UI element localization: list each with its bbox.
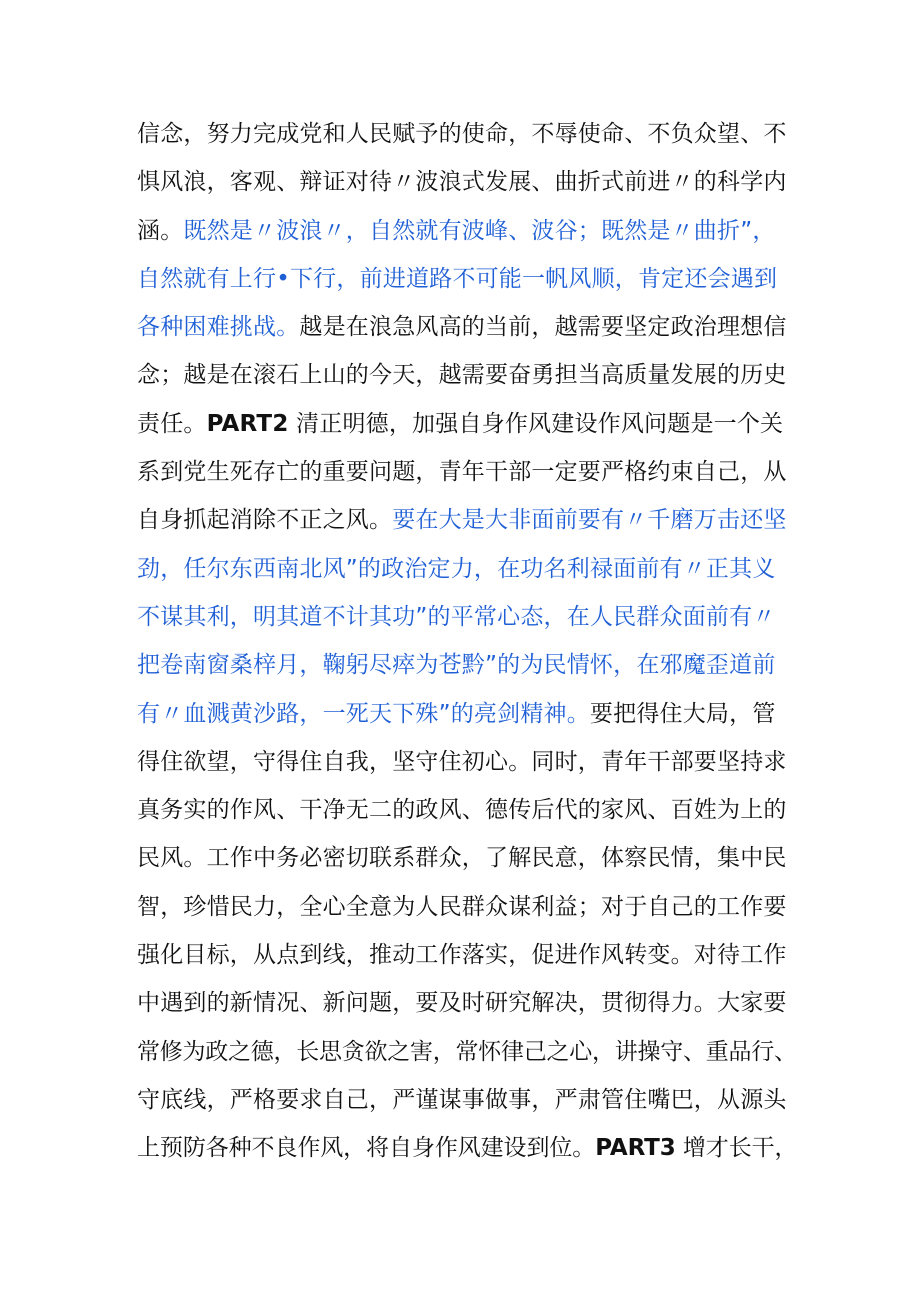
body-text-segment: 强化目标，从点到线，推动工作落实，促进作风转变。对待工作 [137,942,787,969]
body-text-segment: 越是在浪急风高的当前，越需要坚定政治理想信 [299,314,787,341]
body-text [137,110,797,1173]
text-line [137,883,797,931]
body-text-segment: 上预防各种不良作风，将自身作风建设到位。 [137,1135,596,1162]
text-line [137,448,797,496]
body-text-segment: 自身抓起消除不正之风。 [137,507,393,534]
text-line [137,255,797,303]
body-text-segment: 守底线，严格要求自己，严谨谋事做事，严肃管住嘴巴，从源头 [137,1086,787,1113]
text-line [137,207,797,255]
body-text-segment: 常修为政之德，长思贪欲之害，常怀律己之心，讲操守、重品行、 [137,1038,797,1065]
body-text-segment: 念；越是在滚石上山的今天，越需要奋勇担当高质量发展的历史 [137,362,787,389]
text-line [137,158,797,206]
text-line [137,786,797,834]
text-line [137,110,797,158]
text-line [137,496,797,544]
text-line [137,979,797,1027]
body-text-segment: 真务实的作风、干净无二的政风、德传后代的家风、百姓为上的 [137,797,787,824]
body-text-segment: 要把得住大局，管 [589,700,776,727]
text-line [137,641,797,689]
text-line [137,690,797,738]
body-text-segment: 增才长干， [675,1135,798,1162]
section-marker: PART2 [206,410,289,437]
text-line [137,400,797,448]
body-text-segment: 惧风浪，客观、辩证对待〃波浪式发展、曲折式前进〃的科学内 [137,169,787,196]
body-text-segment: 责任。 [137,410,207,437]
text-line [137,303,797,351]
body-text-segment: 民风。工作中务必密切联系群众，了解民意，体察民情，集中民 [137,845,787,872]
highlighted-text: 有〃血溅黄沙路，一死天下殊”的亮剑精神。 [137,700,590,727]
text-line [137,1124,797,1172]
highlighted-text: 劲，任尔东西南北风”的政治定力，在功名利禄面前有〃正其义 [137,555,776,582]
body-text-segment: 系到党生死存亡的重要问题，青年干部一定要严格约束自己，从 [137,459,787,486]
body-text-segment: 清正明德，加强自身作风建设作风问题是一个关 [288,410,784,437]
text-line [137,738,797,786]
highlighted-text: 既然是〃波浪〃，自然就有波峰、波谷；既然是〃曲折”， [183,217,776,244]
body-text-segment: 智，珍惜民力，全心全意为人民群众谋利益；对于自己的工作要 [137,893,787,920]
text-line [137,1076,797,1124]
text-line [137,834,797,882]
highlighted-text: 要在大是大非面前要有〃千磨万击还坚 [392,507,787,534]
body-text-segment: 得住欲望，守得住自我，坚守住初心。同时，青年干部要坚持求 [137,748,787,775]
body-text-segment: 信念，努力完成党和人民赋予的使命，不辱使命、不负众望、不 [137,121,787,147]
highlighted-text: 自然就有上行•下行，前进道路不可能一帆风顺，肯定还会遇到 [137,265,778,292]
body-text-segment: 涵。 [137,217,184,244]
highlighted-text: 不谋其利，明其道不计其功”的平常心态，在人民群众面前有〃 [137,603,776,630]
text-line [137,1028,797,1076]
body-text-segment: 中遇到的新情况、新问题，要及时研究解决，贯彻得力。大家要 [137,990,787,1017]
section-marker: PART3 [595,1135,676,1162]
text-line [137,545,797,593]
highlighted-text: 把卷南窗桑梓月，鞠躬尽瘁为苍黔”的为民情怀，在邪魔歪道前 [137,652,776,679]
text-line [137,593,797,641]
text-line [137,931,797,979]
text-line [137,351,797,399]
highlighted-text: 各种困难挑战。 [137,314,300,341]
